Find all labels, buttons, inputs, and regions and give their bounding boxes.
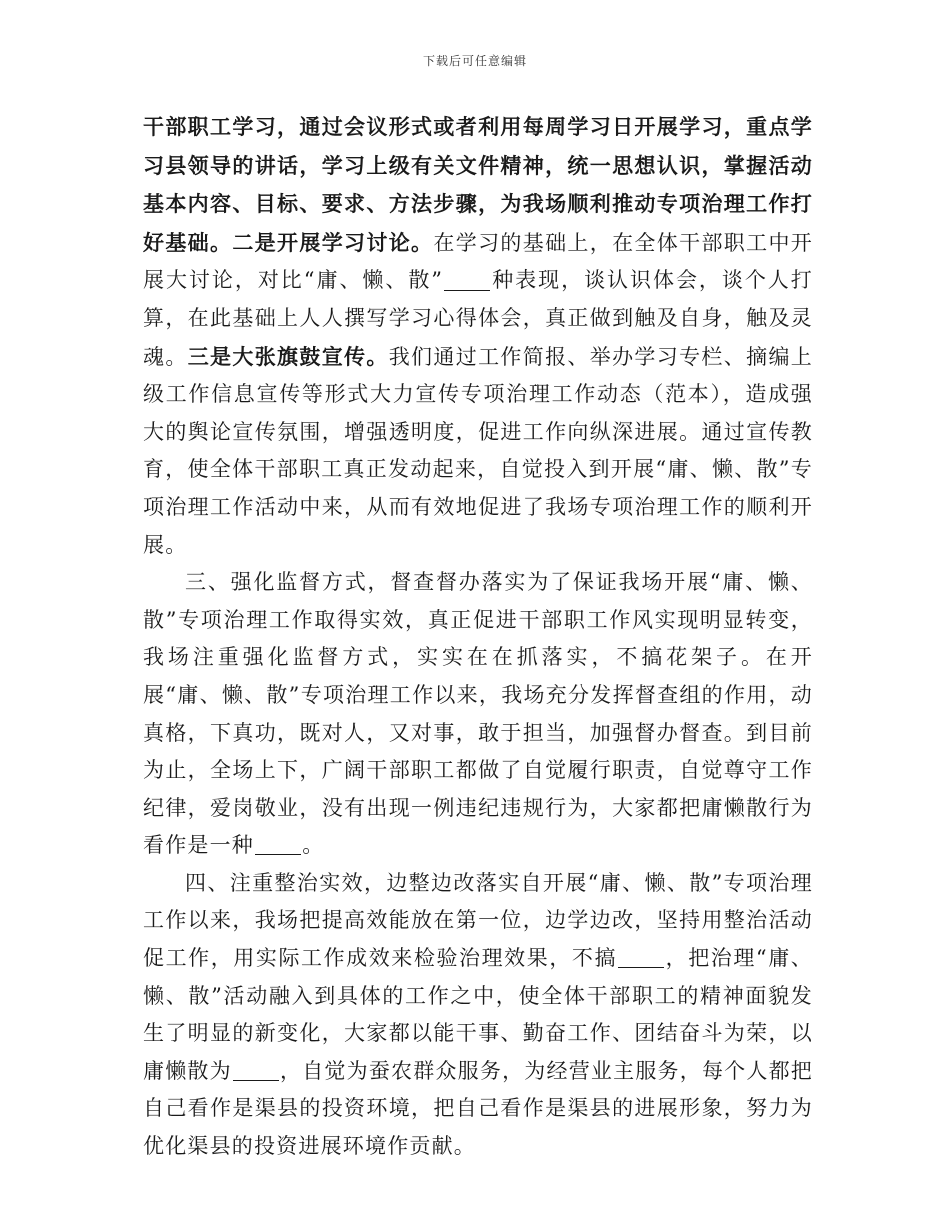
bold-text: 三是大张旗鼓宣传。 — [187, 343, 389, 369]
page-header-note: 下载后可任意编辑 — [422, 54, 527, 68]
fill-blank — [255, 833, 301, 855]
bold-text: 干部职工学习，通过会议形式或者利用每周学习日开展学习，重点学习县领导的讲话，学习上级有关文件精神，统一思想认识，掌握活动基本内容、目标、要求、方法步骤，为我场顺利推动专项治理工作打好基础。二是开展学习讨论。 — [143, 114, 813, 255]
body-text: 。 — [302, 833, 325, 858]
fill-blank — [444, 269, 490, 291]
body-text: 种表现，谈认识体会，谈个人打算，在此基础上人人撰写学习心得体会，真正做到触及自身，触及灵魂。 — [143, 268, 813, 369]
body-text: 四、注重整治实效，边整边改落实自开展“庸、懒、散”专项治理工作以来，我场把提高效能放在第一位，边学边改，坚持用整治活动促工作，用实际工作成效来检验治理效果，不搞 — [143, 870, 813, 971]
body-text: ，把治理“庸、懒、散”活动融入到具体的工作之中，使全体干部职工的精神面貌发生了明显的新变化，大家都以能干事、勤奋工作、团结奋斗为荣，以庸懒散为 — [143, 946, 814, 1083]
paragraph-rectification — [143, 865, 813, 1166]
body-text: 在学习的基础上，在全体干部职工中开展大讨论，对比“庸、懒、散” — [143, 230, 813, 293]
body-text: 我们通过工作简报、举办学习专栏、摘编上级工作信息宣传等形式大力宣传专项治理工作动态（范本），造成强大的舆论宣传氛围，增强透明度，促进工作向纵深进展。通过宣传教育，使全体干部职工真正发动起来，自觉投入到开展“庸、懒、散”专项治理工作活动中来，从而有效地促进了我场专项治理工作的顺利开展。 — [143, 344, 813, 557]
fill-blank — [618, 946, 664, 968]
body-text: 三、强化监督方式，督查督办落实为了保证我场开展“庸、懒、散”专项治理工作取得实效，真正促进干部职工作风实现明显转变，我场注重强化监督方式，实实在在抓落实，不搞花架子。在开展“庸、懒、散”专项治理工作以来，我场充分发挥督查组的作用，动真格，下真功，既对人，又对事，敢于担当，加强督办督查。到目前为止，全场上下，广阔干部职工都做了自觉履行职责，自觉尊守工作纪律，爱岗敬业，没有出现一例违纪违规行为，大家都把庸懒散行为看作是一种 — [143, 570, 813, 858]
paragraph-supervision — [143, 564, 813, 865]
fill-blank — [233, 1059, 279, 1081]
paragraph-study-publicity — [143, 108, 813, 564]
body-text: ，自觉为蚕农群众服务，为经营业主服务，每个人都把自己看作是渠县的投资环境，把自己看作是渠县的进展形象，努力为优化渠县的投资进展环境作贡献。 — [143, 1058, 813, 1159]
document-body — [143, 108, 813, 1166]
